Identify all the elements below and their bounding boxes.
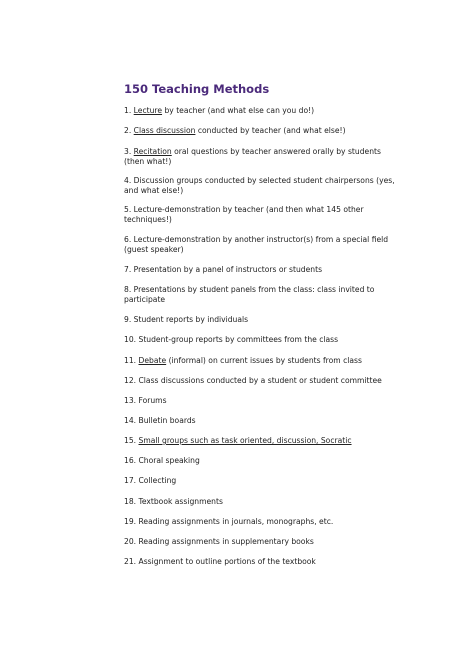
item-number: 4. <box>124 176 132 185</box>
item-number: 13. <box>124 396 137 405</box>
list-item <box>124 476 394 486</box>
list-item <box>124 235 394 255</box>
item-number: 20. <box>124 537 137 546</box>
item-number: 2. <box>124 126 132 135</box>
list-item <box>124 356 394 366</box>
list-item <box>124 265 394 275</box>
item-link[interactable]: Small groups such as task oriented, discussion, Socratic <box>138 436 352 445</box>
item-text: Choral speaking <box>138 456 200 465</box>
item-number: 16. <box>124 456 137 465</box>
item-link[interactable]: Class discussion <box>133 126 196 135</box>
item-number: 18. <box>124 497 137 506</box>
list-item <box>124 517 394 527</box>
item-text: Presentations by student panels from the class: class invited to <box>133 285 375 294</box>
list-item <box>124 315 394 325</box>
list-item <box>124 106 394 116</box>
item-text-line2: techniques!) <box>124 215 172 224</box>
item-link[interactable]: Recitation <box>133 147 172 156</box>
item-number: 19. <box>124 517 137 526</box>
item-number: 15. <box>124 436 137 445</box>
item-text: Discussion groups conducted by selected student chairpersons (yes, <box>133 176 395 185</box>
item-text: Lecture-demonstration by teacher (and then what 145 other <box>133 205 364 214</box>
item-number: 12. <box>124 376 137 385</box>
list-item <box>124 416 394 426</box>
item-text: by teacher (and what else can you do!) <box>162 106 315 115</box>
list-item <box>124 436 394 446</box>
item-text: conducted by teacher (and what else!) <box>195 126 346 135</box>
list-item <box>124 335 394 345</box>
item-text: Lecture-demonstration by another instructor(s) from a special field <box>133 235 389 244</box>
item-number: 7. <box>124 265 132 274</box>
list-item <box>124 126 394 136</box>
item-text-line2: participate <box>124 295 166 304</box>
list-item <box>124 557 394 567</box>
list-item <box>124 396 394 406</box>
item-text: Collecting <box>138 476 177 485</box>
item-text: Student-group reports by committees from the class <box>138 335 339 344</box>
list-item <box>124 176 394 196</box>
item-number: 6. <box>124 235 132 244</box>
item-number: 1. <box>124 106 132 115</box>
list-item <box>124 537 394 547</box>
item-number: 21. <box>124 557 137 566</box>
item-text: oral questions by teacher answered orally by students <box>171 147 381 156</box>
list-item <box>124 205 394 225</box>
item-text-line2: (guest speaker) <box>124 245 184 254</box>
item-text: Textbook assignments <box>138 497 223 506</box>
item-number: 3. <box>124 147 132 156</box>
item-text: Reading assignments in supplementary books <box>138 537 314 546</box>
item-number: 10. <box>124 335 137 344</box>
item-number: 14. <box>124 416 137 425</box>
item-number: 5. <box>124 205 132 214</box>
list-item <box>124 456 394 466</box>
item-link[interactable]: Debate <box>138 356 167 365</box>
item-text: (informal) on current issues by students from class <box>166 356 362 365</box>
item-text: Presentation by a panel of instructors or students <box>133 265 323 274</box>
item-text: Class discussions conducted by a student or student committee <box>138 376 382 385</box>
item-link[interactable]: Lecture <box>133 106 163 115</box>
item-number: 9. <box>124 315 132 324</box>
item-text-line2: (then what!) <box>124 157 172 166</box>
item-text: Forums <box>138 396 167 405</box>
item-number: 11. <box>124 356 137 365</box>
list-item <box>124 497 394 507</box>
list-item <box>124 285 394 305</box>
item-text: Bulletin boards <box>138 416 196 425</box>
item-text: Reading assignments in journals, monographs, etc. <box>138 517 334 526</box>
item-number: 17. <box>124 476 137 485</box>
item-number: 8. <box>124 285 132 294</box>
item-text-line2: and what else!) <box>124 186 184 195</box>
item-text: Student reports by individuals <box>133 315 249 324</box>
list-item <box>124 376 394 386</box>
page-title: 150 Teaching Methods <box>124 82 270 96</box>
item-text: Assignment to outline portions of the textbook <box>138 557 316 566</box>
list-item <box>124 147 394 167</box>
